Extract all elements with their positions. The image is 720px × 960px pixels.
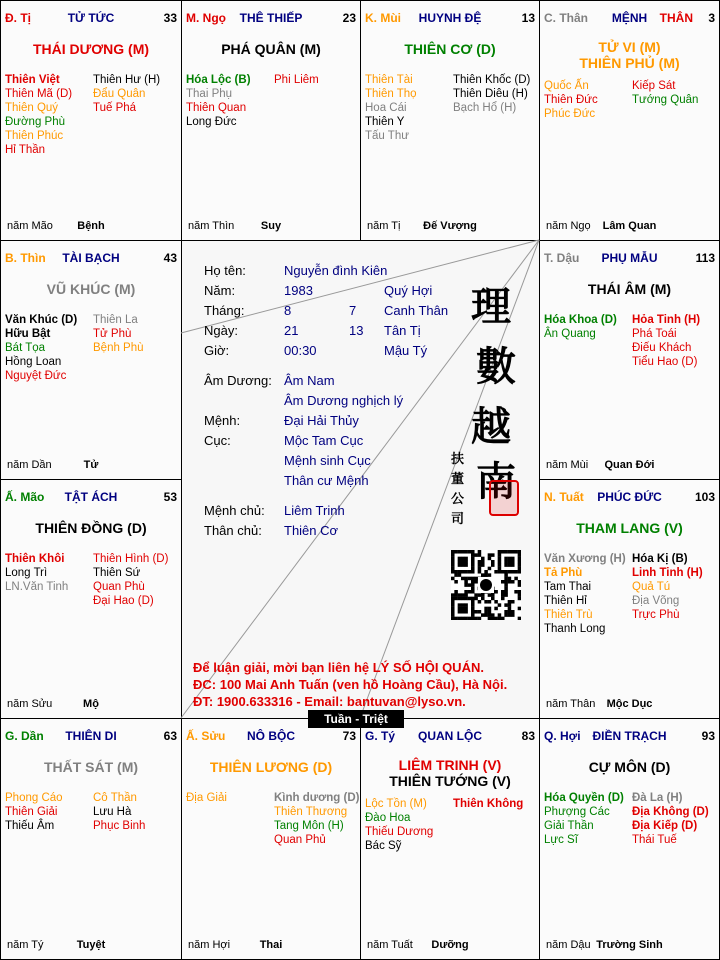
- palace-age: 3: [708, 11, 715, 25]
- minor-star: Thiên Khốc (D): [453, 74, 531, 86]
- minor-star: Thiên Hình (D): [93, 553, 169, 565]
- than-marker: THÂN: [659, 11, 693, 25]
- day-lunar: 13: [349, 323, 364, 338]
- main-star: THIÊN TƯỚNG (V): [389, 773, 511, 789]
- main-star: THIÊN CƠ (D): [404, 41, 496, 57]
- palace-stage: Mộc Dục: [606, 698, 653, 710]
- qr-code-icon: [451, 550, 521, 620]
- minor-star: Tuế Phá: [93, 102, 137, 114]
- palace-name: ĐIỀN TRẠCH: [592, 729, 667, 743]
- label-amduong: Âm Dương:: [204, 373, 272, 388]
- main-star: THIÊN ĐỒNG (D): [35, 520, 147, 536]
- minor-star: Tam Thai: [544, 581, 592, 593]
- month-canchi: Canh Thân: [384, 303, 449, 318]
- amduong-1: Âm Nam: [284, 373, 335, 388]
- minor-star: Đẩu Quân: [93, 88, 146, 100]
- center-info-panel: [181, 240, 539, 718]
- small-char-4: 司: [451, 512, 465, 527]
- minor-star: Địa Không (D): [632, 806, 709, 818]
- main-star: VŨ KHÚC (M): [46, 281, 136, 297]
- palace-age: 23: [342, 11, 356, 25]
- minor-star: Hóa Khoa (D): [544, 314, 617, 326]
- palace-branch: Q. Hợi: [544, 729, 581, 743]
- minor-star: Thiên Trù: [544, 609, 593, 621]
- minor-star: Thiên La: [93, 314, 138, 326]
- palace-branch: B. Thìn: [5, 251, 46, 265]
- minor-star: Tướng Quân: [632, 94, 699, 106]
- minor-star: Bạch Hổ (H): [453, 102, 517, 114]
- calligraphy-char-3: 越: [471, 403, 511, 450]
- cuc-1: Mộc Tam Cục: [284, 433, 364, 448]
- label-menh: Mệnh:: [204, 413, 241, 428]
- minor-star: Bác Sỹ: [365, 840, 402, 852]
- palace-age: 103: [694, 490, 715, 504]
- label-cuc: Cục:: [204, 433, 231, 448]
- label-name: Họ tên:: [204, 263, 246, 278]
- minor-star: Bát Tọa: [5, 342, 46, 354]
- minor-star: Địa Kiếp (D): [632, 820, 698, 832]
- palace-name: THIÊN DI: [65, 729, 117, 743]
- minor-star: Đường Phù: [5, 116, 65, 128]
- minor-star: Hỏa Tinh (H): [632, 314, 701, 326]
- minor-star: Phúc Đức: [544, 108, 596, 120]
- main-star: THIÊN PHỦ (M): [579, 55, 680, 71]
- minor-star: Thiên Khôi: [5, 553, 65, 565]
- minor-star: Tiểu Hao (D): [632, 356, 698, 368]
- minor-star: Lộc Tồn (M): [365, 798, 427, 810]
- minor-star: Quốc Ấn: [544, 80, 589, 92]
- palace-year: năm Mùi: [546, 459, 589, 471]
- small-char-2: 董: [451, 472, 465, 487]
- year-solar: 1983: [284, 283, 313, 298]
- minor-star: Thiếu Dương: [365, 826, 434, 838]
- label-month: Tháng:: [204, 303, 245, 318]
- minor-star: Thiên Diêu (H): [453, 88, 528, 100]
- minor-star: Nguyệt Đức: [5, 370, 67, 382]
- minor-star: Phục Binh: [93, 820, 146, 832]
- palace-stage: Mộ: [83, 698, 99, 710]
- palace-age: 13: [521, 11, 535, 25]
- minor-star: Hồng Loan: [5, 356, 62, 368]
- label-day: Ngày:: [204, 323, 238, 338]
- menh-value: Đại Hải Thủy: [284, 413, 359, 428]
- minor-star: Quan Phủ: [274, 834, 326, 846]
- contact-line-1: Để luận giải, mời bạn liên hệ LÝ SỐ HỘI QUÁN.: [193, 660, 484, 675]
- palace-year: năm Dậu: [546, 939, 591, 951]
- palace-age: 53: [163, 490, 177, 504]
- menhchu-value: Liêm Trinh: [284, 503, 345, 518]
- minor-star: Long Trì: [5, 567, 48, 579]
- hour-time: 00:30: [284, 343, 317, 358]
- palace-branch: Đ. Tị: [5, 11, 31, 25]
- minor-star: Linh Tinh (H): [632, 567, 703, 579]
- minor-star: Tấu Thư: [365, 130, 409, 142]
- company-chars: [451, 450, 465, 530]
- minor-star: Thiên Y: [365, 116, 405, 128]
- minor-star: Hoa Cái: [365, 102, 407, 114]
- small-char-1: 扶: [451, 452, 465, 467]
- thanchu-value: Thiên Cơ: [284, 523, 339, 538]
- minor-star: Quan Phù: [93, 581, 145, 593]
- minor-star: Địa Giải: [186, 792, 227, 804]
- palace-year: năm Ngọ: [546, 220, 591, 232]
- palace-stage: Lâm Quan: [602, 220, 657, 232]
- minor-star: Thiên Quý: [5, 102, 59, 114]
- minor-star: Thiên Thương: [274, 806, 348, 818]
- minor-star: Hữu Bật: [5, 328, 51, 340]
- palace-stage: Dưỡng: [431, 939, 469, 951]
- minor-star: Lưu Hà: [93, 806, 132, 818]
- main-star: CỰ MÔN (D): [588, 759, 671, 775]
- minor-star: Phượng Các: [544, 806, 610, 818]
- minor-star: Điếu Khách: [632, 342, 692, 354]
- cuc-2: Mệnh sinh Cục: [284, 453, 371, 468]
- main-star: THÁI ÂM (M): [587, 281, 672, 297]
- minor-star: Giải Thần: [544, 820, 594, 832]
- palace-stage: Thai: [259, 939, 283, 951]
- palace-branch: Ấ. Mão: [5, 490, 45, 504]
- minor-star: Phá Toái: [632, 328, 677, 340]
- palace-stage: Trường Sinh: [596, 939, 663, 951]
- minor-star: Cô Thần: [93, 792, 137, 804]
- owner-name: Nguyễn đình Kiên: [284, 263, 388, 278]
- minor-star: Thiên Sứ: [93, 567, 141, 579]
- palace-name: TỬ TỨC: [67, 11, 115, 25]
- palace-branch: C. Thân: [544, 11, 588, 25]
- palace-name: PHỤ MẪU: [601, 251, 658, 265]
- palace-year: năm Mão: [7, 220, 53, 232]
- minor-star: Tử Phù: [93, 328, 132, 340]
- minor-star: Thiên Tài: [365, 74, 413, 86]
- palace-branch: G. Tý: [365, 729, 396, 743]
- minor-star: Phi Liêm: [274, 74, 319, 86]
- palace-stage: Tuyệt: [76, 939, 106, 951]
- palace-stage: Quan Đới: [604, 459, 655, 471]
- minor-star: Đại Hao (D): [93, 595, 154, 607]
- palace-branch: G. Dần: [5, 729, 44, 743]
- palace-stage: Tử: [83, 459, 99, 471]
- month-solar: 8: [284, 303, 292, 318]
- palace-name: THÊ THIẾP: [239, 11, 303, 25]
- minor-star: Thiên Đức: [544, 94, 598, 106]
- minor-star: Thiên Phúc: [5, 130, 64, 142]
- palace-stage: Bệnh: [77, 220, 105, 232]
- minor-star: Thiên Giải: [5, 806, 58, 818]
- minor-star: Thiên Hư (H): [93, 74, 161, 86]
- palace-year: năm Thìn: [188, 220, 235, 232]
- tuan-triet-badge: Tuần - Triệt: [308, 710, 404, 728]
- minor-star: Hóa Kị (B): [632, 553, 688, 565]
- palace-year: năm Tuất: [367, 939, 413, 951]
- palace-stage: Suy: [260, 220, 282, 232]
- label-menhchu: Mệnh chủ:: [204, 503, 265, 518]
- palace-age: 43: [163, 251, 177, 265]
- palace-name: PHÚC ĐỨC: [597, 490, 662, 504]
- palace-branch: Ấ. Sửu: [186, 729, 226, 743]
- minor-star: Thai Phụ: [186, 88, 233, 100]
- palace-age: 73: [342, 729, 356, 743]
- cuc-3: Thân cư Mệnh: [284, 473, 369, 488]
- palace-year: năm Dần: [7, 459, 52, 471]
- label-year: Năm:: [204, 283, 236, 298]
- minor-star: Thiên Hỉ: [544, 595, 587, 607]
- year-lunar: Quý Hợi: [384, 283, 433, 298]
- minor-star: Lực Sĩ: [544, 834, 578, 846]
- minor-star: Đà La (H): [632, 792, 683, 804]
- palace-year: năm Tý: [7, 939, 44, 951]
- minor-star: Tả Phù: [544, 567, 583, 579]
- main-star: THAM LANG (V): [576, 520, 683, 536]
- calligraphy-char-4: 南: [476, 458, 516, 505]
- minor-star: Ân Quang: [544, 328, 596, 340]
- minor-star: Hóa Lộc (B): [186, 74, 251, 86]
- palace-age: 33: [163, 11, 177, 25]
- minor-star: LN.Văn Tinh: [5, 581, 69, 593]
- main-star: PHÁ QUÂN (M): [221, 41, 321, 57]
- minor-star: Thái Tuế: [632, 834, 677, 846]
- month-lunar: 7: [349, 303, 357, 318]
- minor-star: Quả Tú: [632, 581, 671, 593]
- minor-star: Thiếu Âm: [5, 820, 55, 832]
- palace-name: TÀI BẠCH: [62, 251, 120, 265]
- palace-branch: T. Dậu: [544, 251, 580, 265]
- minor-star: Thiên Quan: [186, 102, 247, 114]
- minor-star: Địa Võng: [632, 595, 680, 607]
- palace-year: năm Hợi: [188, 939, 231, 951]
- contact-line-3: ĐT: 1900.633316 - Email: bantuvan@lyso.vn.: [193, 694, 466, 709]
- minor-star: Hỉ Thần: [5, 144, 46, 156]
- minor-star: Bệnh Phù: [93, 342, 144, 354]
- minor-star: Thiên Không: [453, 798, 524, 810]
- calligraphy-char-1: 理: [471, 283, 511, 330]
- main-star: THẤT SÁT (M): [43, 759, 139, 775]
- amduong-2: Âm Dương nghịch lý: [284, 393, 404, 408]
- palace-year: năm Sửu: [7, 698, 53, 710]
- day-solar: 21: [284, 323, 299, 338]
- minor-star: Đào Hoa: [365, 812, 411, 824]
- label-hour: Giờ:: [204, 343, 230, 358]
- minor-star: Phong Cáo: [5, 792, 63, 804]
- palace-age: 93: [701, 729, 715, 743]
- small-char-3: 公: [451, 492, 465, 507]
- minor-star: Văn Xương (H): [544, 553, 626, 565]
- palace-name: MỆNH: [611, 11, 648, 25]
- palace-name: NÔ BỘC: [247, 729, 295, 743]
- minor-star: Trực Phù: [632, 609, 680, 621]
- minor-star: Thiên Mã (D): [5, 88, 73, 100]
- minor-star: Kiếp Sát: [632, 80, 676, 92]
- palace-branch: N. Tuất: [544, 490, 584, 504]
- minor-star: Văn Khúc (D): [5, 314, 78, 326]
- contact-line-2: ĐC: 100 Mai Anh Tuấn (ven hồ Hoàng Cầu), Hà Nội.: [193, 677, 508, 692]
- palace-age: 83: [521, 729, 535, 743]
- palace-name: TẬT ÁCH: [64, 490, 118, 504]
- hour-canchi: Mậu Tý: [384, 343, 428, 358]
- palace-branch: M. Ngọ: [186, 11, 226, 25]
- minor-star: Long Đức: [186, 116, 237, 128]
- label-thanchu: Thân chủ:: [204, 523, 262, 538]
- minor-star: Thiên Việt: [5, 74, 60, 86]
- main-star: THIÊN LƯƠNG (D): [209, 759, 333, 775]
- calligraphy-char-2: 數: [476, 343, 516, 390]
- main-star: TỬ VI (M): [598, 39, 661, 55]
- main-star: THÁI DƯƠNG (M): [32, 41, 150, 57]
- day-canchi: Tân Tị: [384, 323, 421, 338]
- minor-star: Tang Môn (H): [274, 820, 344, 832]
- minor-star: Thanh Long: [544, 623, 606, 635]
- palace-name: HUYNH ĐỆ: [418, 11, 482, 25]
- palace-name: QUAN LỘC: [418, 729, 482, 743]
- palace-age: 113: [695, 251, 715, 265]
- minor-star: Kình dương (D): [274, 792, 360, 804]
- palace-year: năm Tị: [367, 220, 401, 232]
- minor-star: Hóa Quyền (D): [544, 792, 624, 804]
- palace-stage: Đế Vượng: [423, 220, 477, 232]
- palace-year: năm Thân: [546, 698, 596, 710]
- minor-star: Thiên Thọ: [365, 88, 417, 100]
- red-seal-stamp: [489, 480, 519, 516]
- palace-age: 63: [163, 729, 177, 743]
- palace-branch: K. Mùi: [365, 11, 401, 25]
- main-star: LIÊM TRINH (V): [398, 757, 502, 773]
